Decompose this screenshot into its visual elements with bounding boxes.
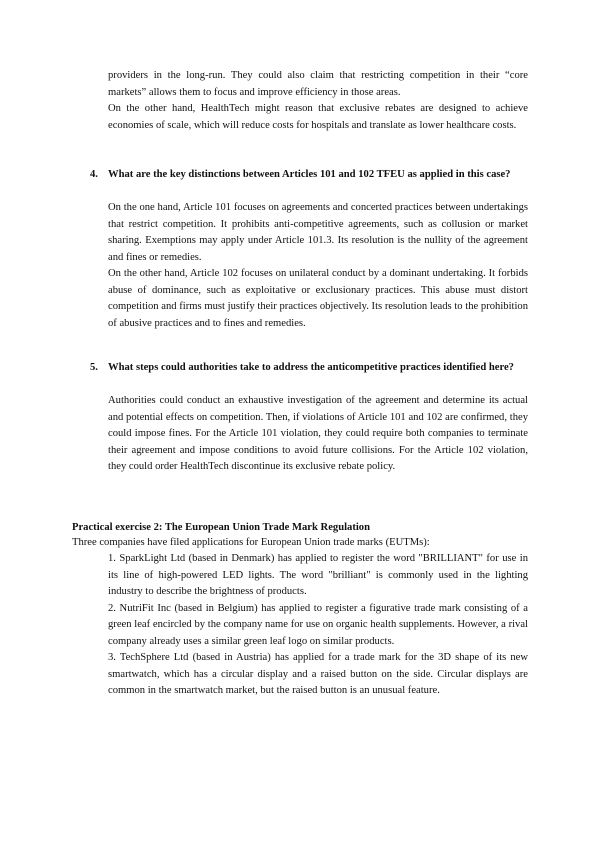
exercise-list — [108, 551, 528, 700]
paragraph-healthtech-rebates: On the other hand, HealthTech might reason that exclusive rebates are designed to achieve economies of scale, which will reduce costs for hospitals and translate as lower healthcare costs. — [108, 103, 528, 131]
list-item: 1. SparkLight Ltd (based in Denmark) has applied to register the word "BRILLIANT" for use in its line of high-powered LED lights. The word "brilliant" is commonly used in the lighting industry to describe the brightness of products. — [108, 553, 528, 597]
question-number: 5. — [90, 362, 98, 373]
question-4 — [90, 167, 528, 184]
exercise-title: Practical exercise 2: The European Union Trade Mark Regulation — [72, 522, 370, 533]
list-item: 2. NutriFit Inc (based in Belgium) has applied to register a figurative trade mark consisting of a green leaf encircled by the company name for use on organic health supplements. However, a rival company already uses a similar green leaf logo on similar products. — [108, 602, 528, 647]
paragraph-continuation: providers in the long-run. They could also claim that restricting competition in their “core markets” allows them to focus and improve efficiency in those areas. — [108, 70, 528, 98]
top-paragraphs — [108, 68, 528, 134]
list-item: 3. TechSphere Ltd (based in Austria) has applied for a trade mark for the 3D shape of its new smartwatch, which has a circular display and a raised button on the side. Circular displays are common in the smartwatch market, but the raised button is an unusual feature. — [108, 652, 528, 696]
question-5 — [90, 360, 528, 377]
answer-paragraph: Authorities could conduct an exhaustive investigation of the agreement and determine its actual and potential effects on competition. Then, if violations of Article 101 and 102 are confirmed, they could impose fines. For the Article 101 violation, they could require both companies to terminate their agreement and impose conditions to avoid future collisions. For the Article 102 violation, they could order HealthTech discontinue its exclusive rebate policy. — [108, 395, 528, 472]
question-text: What steps could authorities take to address the anticompetitive practices identified here? — [108, 362, 514, 373]
exercise-intro: Three companies have filed applications for European Union trade marks (EUTMs): — [72, 537, 430, 548]
question-text: What are the key distinctions between Articles 101 and 102 TFEU as applied in this case? — [108, 169, 511, 180]
answer-4 — [108, 200, 528, 332]
question-number: 4. — [90, 169, 98, 180]
answer-paragraph: On the other hand, Article 102 focuses on unilateral conduct by a dominant undertaking. It forbids abuse of dominance, such as exploitative or exclusionary practices. This abuse must distort competition and firms must justify their practices objectively. Its resolution leads to the prohibition of abusive practices and to fines and remedies. — [108, 268, 528, 329]
answer-paragraph: On the one hand, Article 101 focuses on agreements and concerted practices between undertakings that restrict competition. It prohibits anti-competitive agreements, such as collusion or market sharing. Exemptions may apply under Article 101.3. Its resolution is the nullity of the agreement and fines or remedies. — [108, 202, 528, 263]
answer-5 — [108, 393, 528, 476]
